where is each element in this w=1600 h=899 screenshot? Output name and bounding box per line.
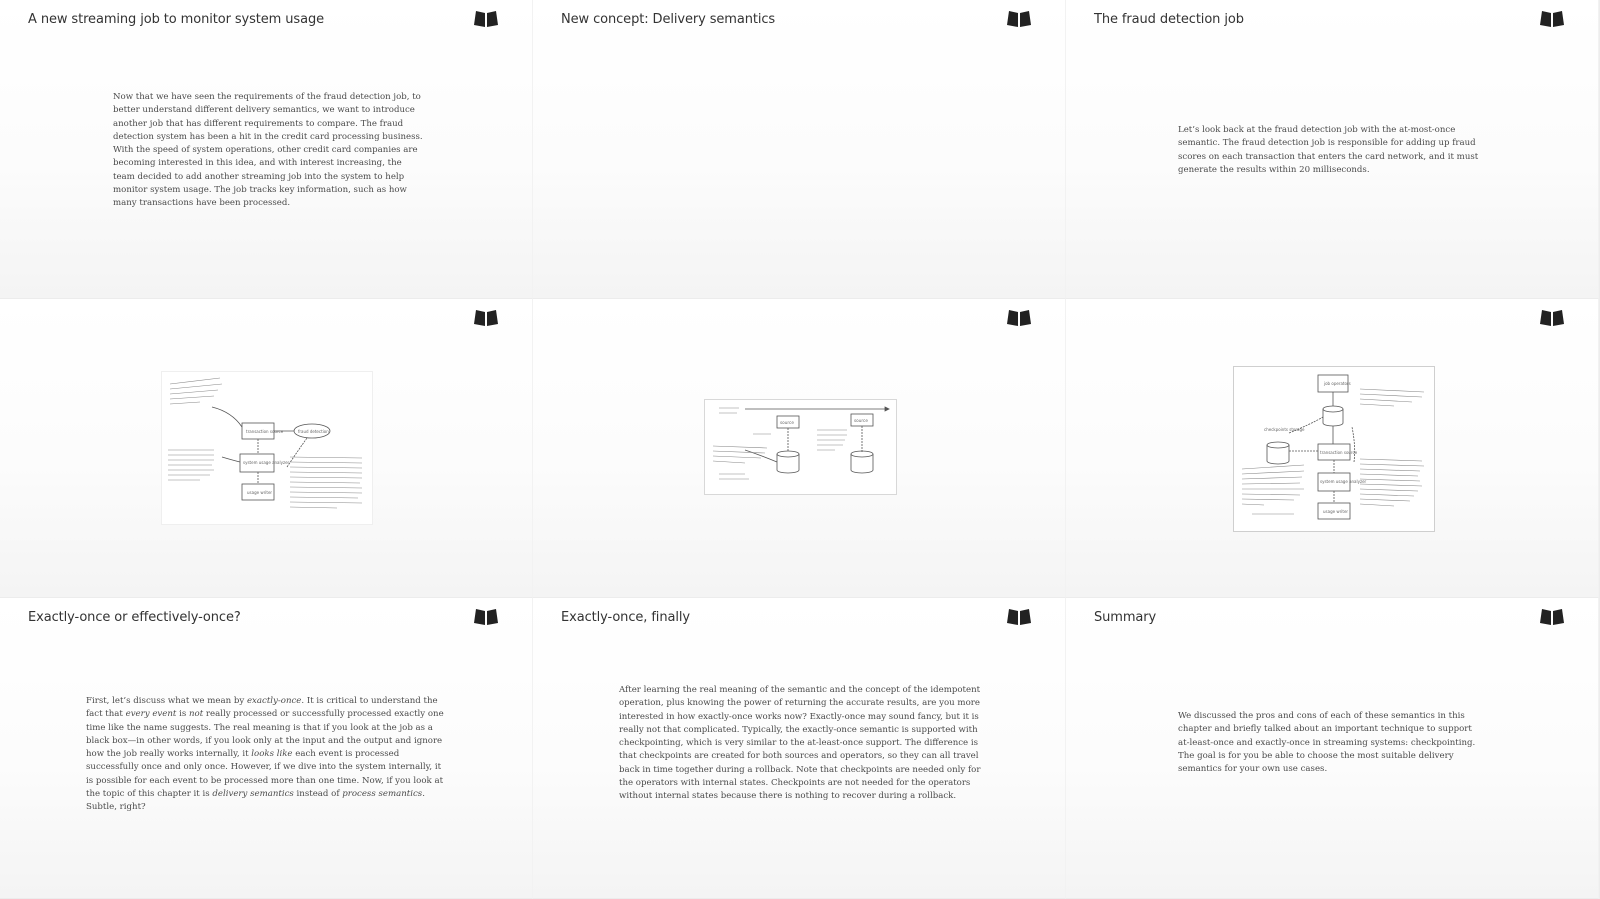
diagram-label: usage writer (1323, 509, 1349, 514)
diagram-drawing (705, 400, 896, 494)
slide-body: Now that we have seen the requirements of the fraud detection job, to better understand different delivery semantics, we want to introduce another job that has different requirements to compare. The fraud detection system has been a hit in the credit card processing business. With the speed of system operations, other credit card companies are becoming interested in this idea, and with interest increasing, the team decided to add another streaming job into the system to help monitor system usage. The job tracks key information, such as how many transactions have been processed. (113, 92, 423, 209)
slide-4[interactable] (0, 299, 533, 598)
book-icon[interactable] (474, 10, 498, 28)
diagram-label: system usage analyzer (243, 460, 290, 465)
book-icon[interactable] (474, 608, 498, 626)
emphasis: exactly-once (246, 696, 302, 706)
diagram-label: checkpoints storage (1264, 427, 1305, 432)
slide-body: After learning the real meaning of the semantic and the concept of the idempotent operation, plus knowing the power of returning the accurate results, are you more interested in how exactly-once works now? Exactly-once may sound fancy, but it is really not that complicated. Typically, the exactly-once semantic is supported with checkpointing, which is very similar to the at-least-once support. The difference is that checkpoints are created for both sources and operators, so they can all travel back in time together during a rollback. Note that checkpoints are needed only for the operators with internal states. Checkpoints are not needed for the operators without internal states because there is nothing to recover during a rollback. (619, 685, 981, 802)
system-usage-diagram (161, 371, 373, 525)
slide-3[interactable] (1066, 0, 1599, 299)
body-text: really processed or successfully processed exactly one time like the name suggests. The real meaning is that if you look at the job as a black box—in other words, if you look only at the input and the output and ignore how the job really works internally, it (86, 709, 444, 760)
diagram-label: system usage analyzer (1320, 479, 1367, 484)
book-icon[interactable] (1007, 309, 1031, 327)
diagram-label: transaction source (246, 429, 284, 434)
slide-title: Summary (1094, 610, 1157, 625)
slide-1[interactable] (0, 0, 533, 299)
slide-2[interactable] (533, 0, 1066, 299)
slide-5[interactable] (533, 299, 1066, 598)
diagram-drawing (162, 372, 372, 524)
body-text: instead of (293, 789, 343, 800)
book-icon[interactable] (1007, 608, 1031, 626)
emphasis: every event (125, 709, 177, 720)
diagram-label: job operators (1324, 381, 1351, 386)
book-icon[interactable] (1007, 10, 1031, 28)
slide-body: Let’s look back at the fraud detection job with the at-most-once semantic. The fraud detection job is responsible for adding up fraud scores on each transaction that enters the card network, and it must generate the results within 20 milliseconds. (1178, 125, 1479, 175)
slide-body (86, 695, 448, 815)
body-text: . Subtle, right? (86, 789, 425, 813)
body-text: First, let’s discuss what we mean by (86, 696, 247, 706)
book-icon[interactable] (474, 309, 498, 327)
slide-title: A new streaming job to monitor system usage (28, 12, 325, 27)
fraud-detection-diagram (1233, 366, 1435, 532)
diagram-label: usage writer (247, 490, 273, 495)
slide-title: New concept: Delivery semantics (561, 12, 776, 27)
slide-title: Exactly-once, finally (561, 610, 690, 625)
book-icon[interactable] (1540, 309, 1564, 327)
checkpoint-diagram (704, 399, 897, 495)
body-text: is (176, 709, 189, 720)
diagram-drawing (1234, 367, 1434, 531)
diagram-label: source (854, 418, 868, 423)
slide-7[interactable] (0, 598, 533, 899)
slide-9[interactable] (1066, 598, 1599, 899)
slide-body: We discussed the pros and cons of each of these semantics in this chapter and briefly talked about an important technique to support at-least-once and exactly-once in streaming systems: checkpointing. The goal is for you be able to choose the most suitable delivery semantics for your own use cases. (1178, 711, 1476, 775)
emphasis: delivery semantics (212, 789, 294, 800)
diagram-label: source (780, 420, 794, 425)
slide-6[interactable] (1066, 299, 1599, 598)
slide-title: The fraud detection job (1094, 12, 1244, 27)
emphasis: looks like (251, 749, 293, 760)
body-text: . It is critical to understand the fact that (86, 696, 438, 720)
diagram-label: fraud detection (298, 429, 329, 434)
body-text: each event is processed successfully once and only once. However, if we dive into the system internally, it is possible for each event to be processed more than one time. Now, if you look at the topic of this chapter it is (86, 749, 444, 800)
book-icon[interactable] (1540, 608, 1564, 626)
emphasis: process semantics (342, 789, 423, 800)
slide-8[interactable] (533, 598, 1066, 899)
diagram-label: transaction source (1320, 450, 1358, 455)
book-icon[interactable] (1540, 10, 1564, 28)
emphasis: not (188, 709, 204, 720)
slide-title: Exactly-once or effectively-once? (28, 610, 241, 625)
